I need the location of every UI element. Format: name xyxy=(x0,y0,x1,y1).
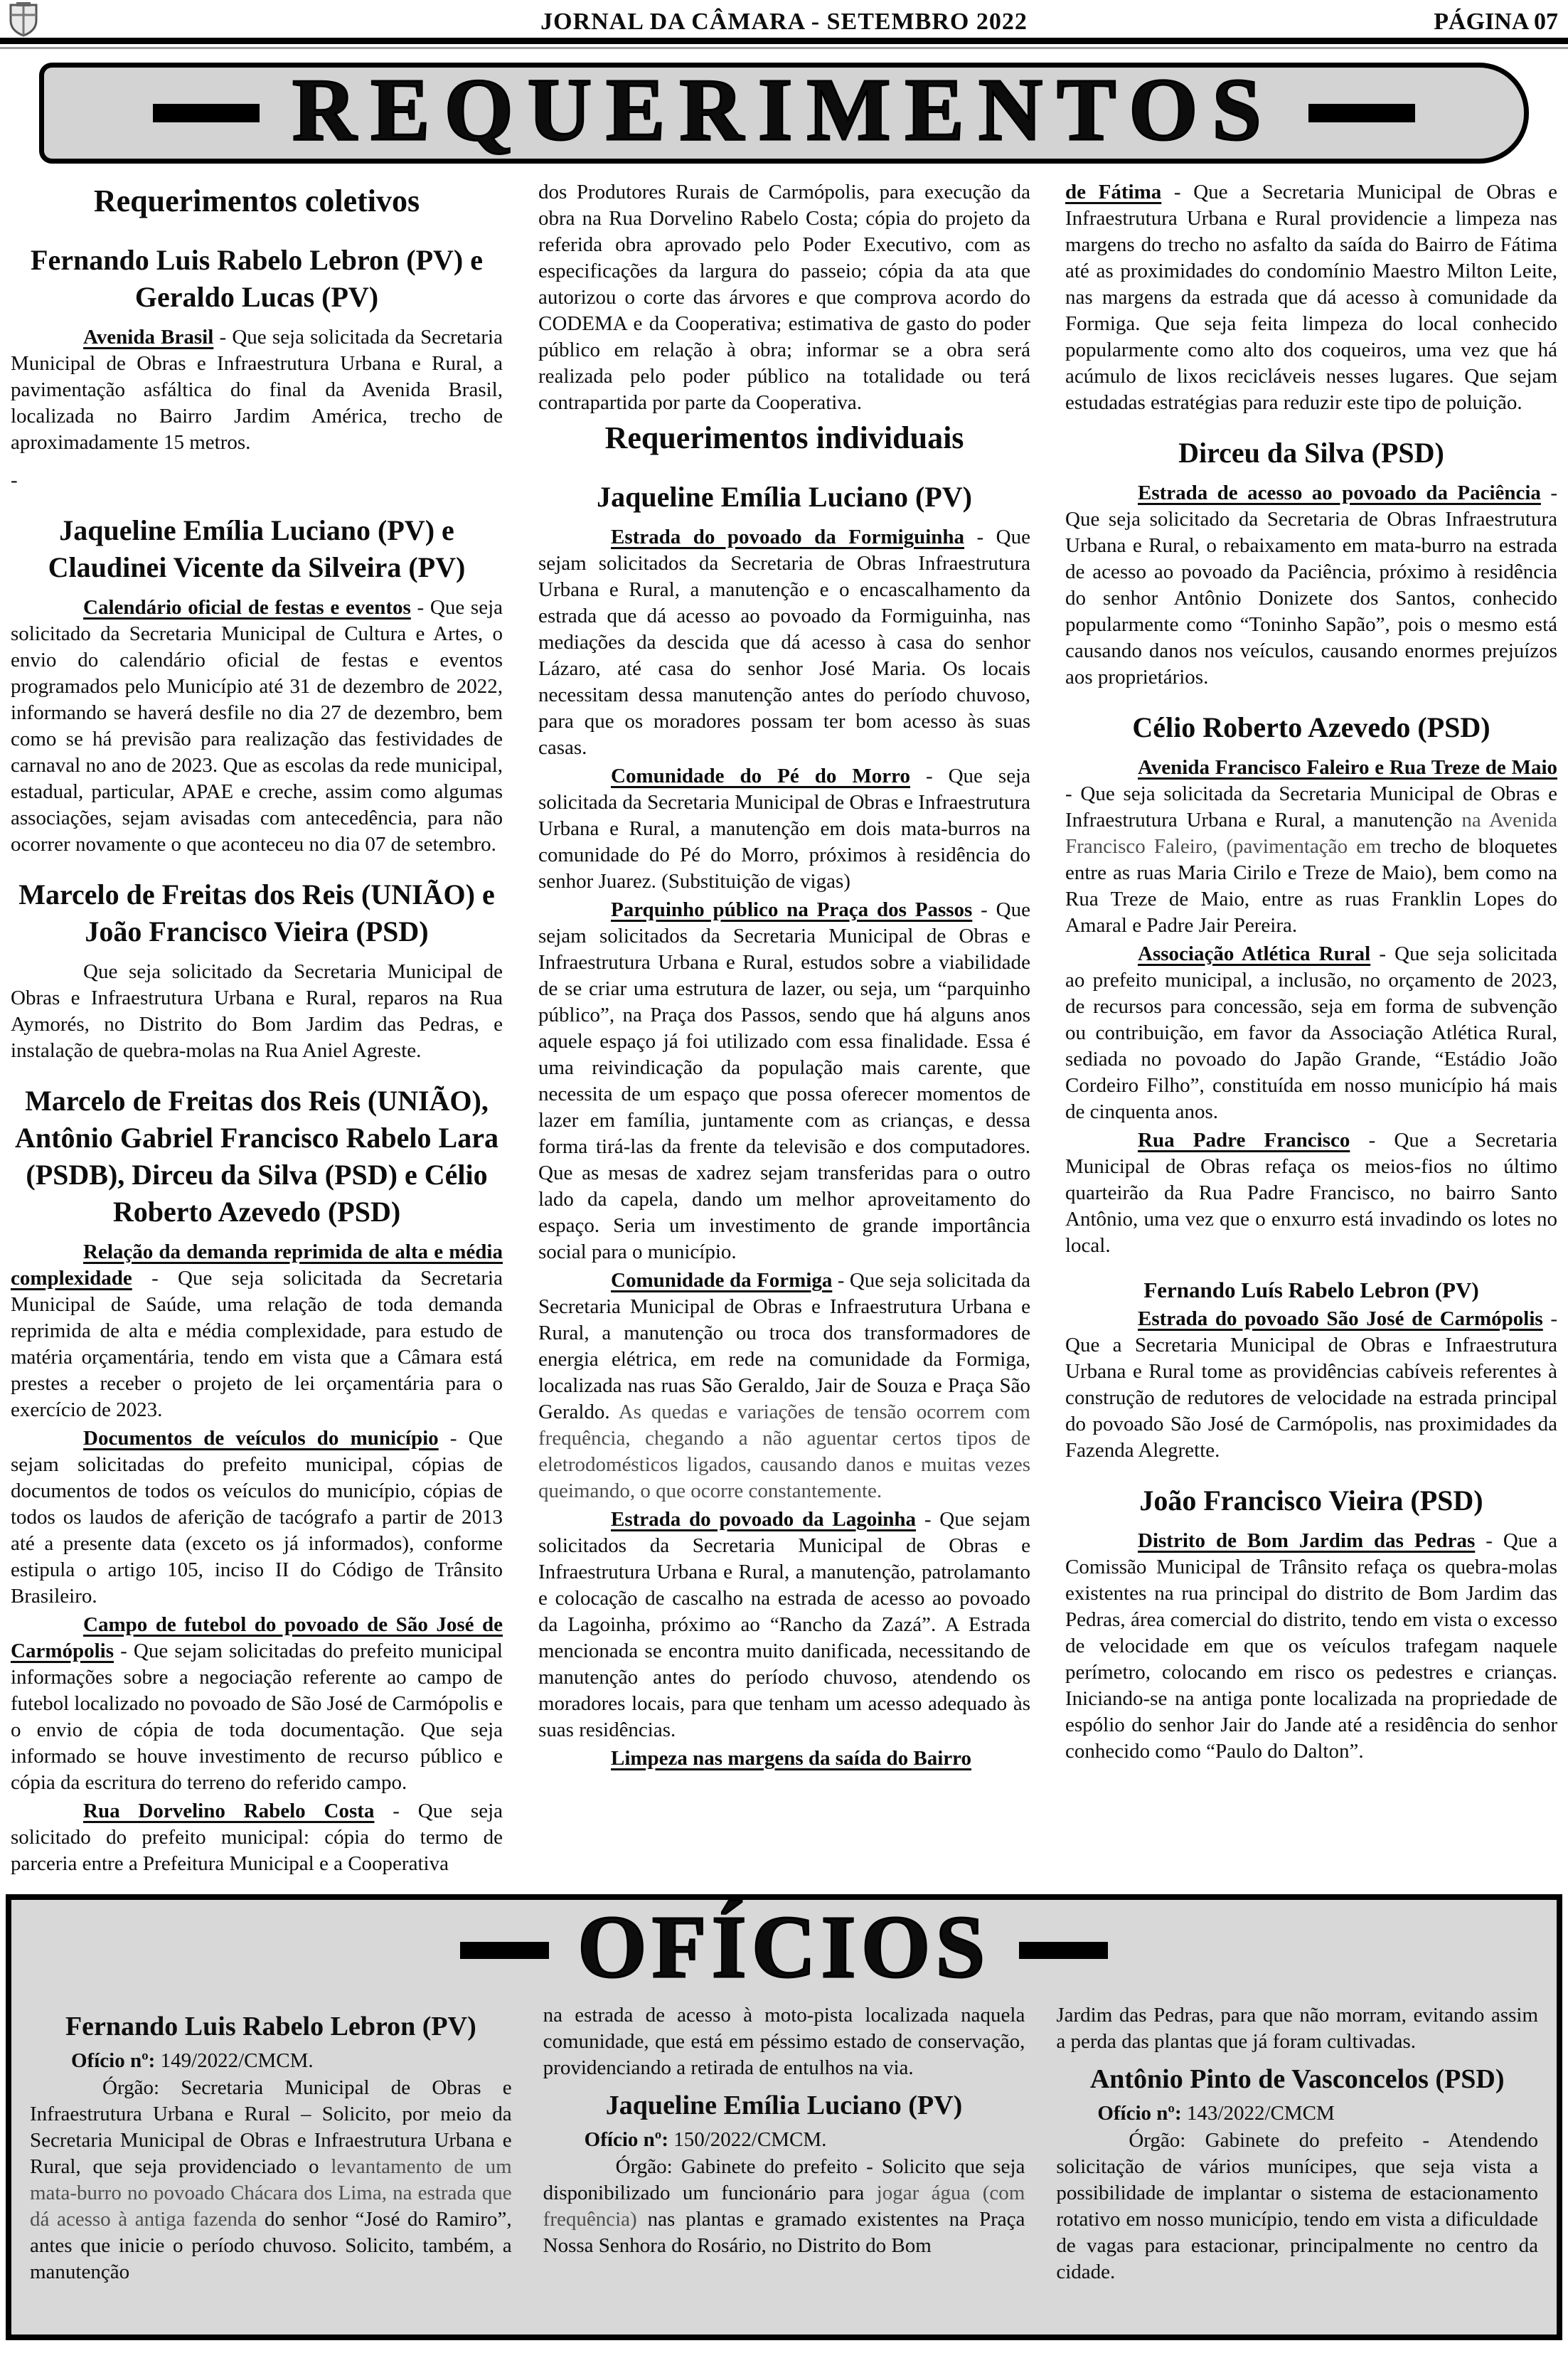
author-name: Jaqueline Emília Luciano (PV) xyxy=(597,481,972,513)
paragraph xyxy=(30,2048,512,2074)
paragraph-lead: Avenida Brasil xyxy=(83,326,214,349)
paragraph-text: - Que seja solicitada da Secretaria Municipal de Obras e Infraestrutura Urbana e Rural, a manutenção em dois mata-burros na comunidade do Pé do Morro, próximos à residência do senhor Juarez. (Substituição de vigas) xyxy=(538,765,1030,893)
paragraph-text: - Que a Comissão Municipal de Trânsito refaça os quebra-molas existentes na rua principal do distrito de Bom Jardim das Pedras, área comercial do distrito, tendo em vista o excesso de velocidade em que os veículos trafegam naquele perímetro, colocando em risco os pedestres e crianças. Iniciando-se na antiga ponte localizada na propriedade de espólio do senhor Jair do Jande até a residência do senhor conhecido como “Paulo do Dalton”. xyxy=(1065,1529,1557,1763)
requerimentos-column-3 xyxy=(1065,179,1557,1881)
author-name: João Francisco Vieira (PSD) xyxy=(1139,1484,1483,1517)
paragraph xyxy=(1065,1528,1557,1765)
paragraph-text: - Que seja solicitado da Secretaria de Obras Infraestrutura Urbana e Rural, o rebaixamento em mata-burro na estrada de acesso ao povoado da Paciência, próximo à residência do senhor Antônio Donizete dos Santos, conhecido popularmente como “Toninho Sapão”, pois o mesmo está causando danos nos veículos, causando enormes prejuízos aos proprietários. xyxy=(1065,482,1557,689)
paragraph-lead: Comunidade do Pé do Morro xyxy=(611,765,910,787)
paragraph-lead: Relação da demanda reprimida de alta e média complexidade xyxy=(11,1241,503,1290)
paragraph-text: Órgão: Gabinete do prefeito - Solicito que seja disponibilizado um funcionário para xyxy=(543,2155,1025,2204)
banner-dash xyxy=(1308,104,1415,122)
paragraph xyxy=(1056,2128,1538,2285)
paragraph xyxy=(1056,2002,1538,2055)
paragraph xyxy=(11,1239,503,1423)
paragraph-lead: Comunidade da Formiga xyxy=(611,1269,833,1292)
page-number: PÁGINA 07 xyxy=(1434,9,1558,35)
requerimentos-banner-title: REQUERIMENTOS xyxy=(292,60,1276,159)
paragraph-text: - Que seja solicitada da Secretaria Municipal de Obras e Infraestrutura Urbana e Rural, a manutenção xyxy=(1065,782,1557,832)
oficios-column-3 xyxy=(1056,2002,1538,2324)
requerimentos-column-2 xyxy=(538,179,1030,1881)
paragraph-text: na Avenida Francisco Faleiro, (pavimentação em xyxy=(1065,809,1557,858)
paragraph-lead: Documentos de veículos do município xyxy=(83,1427,439,1450)
paragraph-text: - Que sejam solicitados da Secretaria Municipal de Obras e Infraestrutura Urbana e Rural, estudos sobre a viabilidade de se criar uma estrutura de lazer, ou seja, um “parquinho público”, na Praça dos Passos, sendo que há alguns anos aquele espaço já foi utilizado com essa finalidade. Essa é uma reivindicação da população mais carente, que necessita de um espaço que possa oferecer momentos de lazer em família, juntamente com as crianças, e dessa forma tirá-las da frente da televisão e dos computadores. Que as mesas de xadrez sejam transferidas para o outro lado da capela, dando um melhor aproveitamento do espaço. Seria um investimento de grande importância social para o município. xyxy=(538,898,1030,1263)
banner-dash xyxy=(1019,1942,1108,1959)
author-name: Dirceu da Silva (PSD) xyxy=(1178,437,1444,469)
paragraph xyxy=(1065,755,1557,939)
author-name: Fernando Luis Rabelo Lebron (PV) xyxy=(65,2012,476,2041)
paragraph xyxy=(11,595,503,858)
paragraph-lead: Avenida Francisco Faleiro e Rua Treze de Maio xyxy=(1138,756,1557,779)
paragraph-lead: Distrito de Bom Jardim das Pedras xyxy=(1138,1529,1476,1552)
oficios-section xyxy=(6,1894,1562,2340)
author-name: Marcelo de Freitas dos Reis (UNIÃO) e João Francisco Vieira (PSD) xyxy=(18,878,495,947)
paragraph-text: - Que seja solicitada da Secretaria Municipal de Obras e Infraestrutura Urbana e Rural, a pavimentação asfáltica do final da Avenida Brasil, localizada no Bairro Jardim América, trecho de aproximadamente 15 metros. xyxy=(11,326,503,454)
paragraph xyxy=(1065,1127,1557,1259)
author-name: Fernando Luis Rabelo Lebron (PV) e Geraldo Lucas (PV) xyxy=(31,244,483,313)
paragraph xyxy=(1065,480,1557,691)
paragraph xyxy=(538,179,1030,416)
paragraph-text: - Que a Secretaria Municipal de Obras e Infraestrutura Urbana e Rural providencie a limpeza nas margens do trecho no asfalto da saída do Bairro de Fátima até as proximidades do condomínio Maestro Milton Leite, nas margens da estrada que dá acesso à comunidade da Formiga. Que seja feita limpeza do local conhecido popularmente como alto dos coqueiros, uma vez que há acúmulo de lixos recicláveis nesses lugares. Que sejam estudadas estratégias para reduzir este tipo de poluição. xyxy=(1065,181,1557,414)
paragraph xyxy=(11,324,503,456)
paragraph xyxy=(538,1746,1030,1772)
masthead-rule xyxy=(0,38,1568,44)
paragraph-lead: Parquinho público na Praça dos Passos xyxy=(611,898,973,921)
paragraph xyxy=(11,1612,503,1796)
paragraph-text: na estrada de acesso à moto-pista localizada naquela comunidade, que está em péssimo estado de conservação, providenciando a retirada de entulhos na via. xyxy=(543,2004,1025,2079)
paragraph-text: Que seja solicitado da Secretaria Municipal de Obras e Infraestrutura Urbana e Rural, reparos na Rua Aymorés, no Distrito do Bom Jardim das Pedras, e instalação de quebra-molas na Rua Aniel Agreste. xyxy=(11,960,503,1062)
paragraph-text: do senhor “José do Ramiro”, antes que inicie o período chuvoso. Solicito, também, a manutenção xyxy=(30,2208,512,2283)
paragraph-text: jogar água (com frequência) xyxy=(543,2182,1025,2231)
stray-dash: - xyxy=(11,469,18,492)
journal-title: JORNAL DA CÂMARA - SETEMBRO 2022 xyxy=(540,9,1028,35)
paragraph-lead: de Fátima xyxy=(1065,181,1162,203)
paragraph xyxy=(11,1798,503,1877)
paragraph-text: Órgão: Secretaria Municipal de Obras e Infraestrutura Urbana e Rural – Solicito, por meio da Secretaria Municipal de Obras e Infraestrutura Urbana e Rural, que seja providenciado o xyxy=(30,2076,512,2178)
paragraph-text: Ofício nº: xyxy=(1097,2102,1182,2125)
paragraph-text: 150/2022/CMCM. xyxy=(668,2128,827,2151)
banner-dash xyxy=(153,104,260,122)
paragraph xyxy=(1065,1306,1557,1464)
paragraph-text: - Que seja solicitado da Secretaria Municipal de Cultura e Artes, o envio do calendário oficial de festas e eventos programados pelo Município até 31 de dezembro de 2022, informando se haverá desfile no dia 27 de dezembro, bem como se há previsão para realização das festividades de carnaval no ano de 2023. Que as escolas da rede municipal, estadual, particular, APAE e creche, assim como algumas associações, sejam avisadas com antecedência, para não ocorrer novamente o que aconteceu no dia 07 de setembro. xyxy=(11,596,503,856)
oficios-banner xyxy=(11,1898,1557,1999)
paragraph-lead: Associação Atlética Rural xyxy=(1138,942,1371,965)
author-name: Jaqueline Emília Luciano (PV) e Claudinei Vicente da Silveira (PV) xyxy=(48,514,466,583)
paragraph-text: - Que sejam solicitadas do prefeito municipal, cópias de documentos de todos os veículos do município, cópias de todos os laudos de aferição de tacógrafo a partir de 2013 até a presente data (exceto os já informados), conforme estipula o artigo 105, inciso II do Código de Trânsito Brasileiro. xyxy=(11,1427,503,1608)
paragraph-text: - Que seja solicitada da Secretaria Municipal de Obras e Infraestrutura Urbana e Rural, a manutenção ou troca dos transformadores de energia elétrica, em rede na comunidade da Formiga, localizada nas ruas São Geraldo, Jair de Souza e Praça São Geraldo. xyxy=(538,1269,1030,1423)
requerimentos-banner xyxy=(39,60,1529,164)
paragraph xyxy=(543,2127,1025,2153)
paragraph-text: Ofício nº: xyxy=(584,2128,668,2151)
paragraph-lead: Campo de futebol do povoado de São José de Carmópolis xyxy=(11,1613,503,1662)
paragraph-lead: Estrada do povoado da Formiguinha xyxy=(611,526,965,548)
paragraph-text: trecho de bloquetes entre as ruas Maria Cirilo e Treze de Maio), bem como na Rua Treze de Maio, entre as ruas Franklin Lopes do Amaral e Padre Jair Pereira. xyxy=(1065,835,1557,937)
author-name: Jaqueline Emília Luciano (PV) xyxy=(605,2091,963,2120)
paragraph-text: - Que sejam solicitadas do prefeito municipal informações sobre a negociação referente ao campo de futebol localizado no povoado de São José de Carmópolis e o envio de cópia de toda documentação. Que seja informado se houve investimento de recurso público e cópia da escritura do terreno do referido campo. xyxy=(11,1640,503,1794)
paragraph-lead: Estrada do povoado da Lagoinha xyxy=(611,1508,917,1531)
paragraph-text: - Que sejam solicitados da Secretaria Municipal de Obras e Infraestrutura Urbana e Rural, a manutenção, patrolamanto e colocação de cascalho na estrada de acesso ao povoado da Lagoinha, próximo ao “Rancho da Zazá”. A Estrada mencionada se encontra muito danificada, necessitando de manutenção antes do período chuvoso, atendendo os moradores locais, para que tenham um acesso adequado às suas residências. xyxy=(538,1508,1030,1741)
paragraph-text: - Que seja solicitado do prefeito municipal: cópia do termo de parceria entre a Prefeitura Municipal e a Cooperativa xyxy=(11,1800,503,1875)
paragraph xyxy=(538,897,1030,1265)
paragraph-text: levantamento de um mata-burro no povoado Chácara dos Lima, na estrada que dá acesso à antiga fazenda xyxy=(30,2155,512,2231)
paragraph-text: - Que a Secretaria Municipal de Obras refaça os meios-fios no último quarteirão da Rua Padre Francisco, no bairro Santo Antônio, uma vez que o enxurro está invadindo os lotes no local. xyxy=(1065,1129,1557,1257)
oficios-column-2 xyxy=(543,2002,1025,2324)
author-name: Marcelo de Freitas dos Reis (UNIÃO), Antônio Gabriel Francisco Rabelo Lara (PSDB), Dirceu da Silva (PSD) e Célio Roberto Azevedo (PSD) xyxy=(15,1085,498,1228)
paragraph-text: - Que seja solicitada ao prefeito municipal, a inclusão, no orçamento de 2023, de recursos para concessão, seja em forma de subvenção ou contribuição, em favor da Associação Atlética Rural, sediada no povoado do Japão Grande, “Estádio João Cordeiro Filho”, constituída em nosso município há mais de cinquenta anos. xyxy=(1065,942,1557,1123)
paragraph-lead: Estrada do povoado São José de Carmópolis xyxy=(1138,1307,1543,1330)
paragraph-lead: Estrada de acesso ao povoado da Paciência xyxy=(1138,482,1541,504)
paragraph xyxy=(11,959,503,1064)
paragraph xyxy=(538,1507,1030,1743)
paragraph-lead: Calendário oficial de festas e eventos xyxy=(83,596,411,619)
author-name: Antônio Pinto de Vasconcelos (PSD) xyxy=(1089,2064,1505,2094)
oficios-columns xyxy=(11,1999,1557,2324)
paragraph-text: - Que sejam solicitados da Secretaria de Obras Infraestrutura Urbana e Rural, a manutenção e o encascalhamento da estrada que dá acesso ao povoado da Formiguinha, nas mediações da descida que dá acesso à casa do senhor Lázaro, até casa do senhor José Maria. Os locais necessitam dessa manutenção antes do período chuvoso, para que os moradores possam ter bom acesso às suas casas. xyxy=(538,526,1030,759)
paragraph-text: - Que a Secretaria Municipal de Obras e Infraestrutura Urbana e Rural tome as providências cabíveis referentes à construção de redutores de velocidade na estrada principal do povoado São José de Carmópolis, nas proximidades da Fazenda Alegrette. xyxy=(1065,1307,1557,1462)
paragraph xyxy=(543,2002,1025,2081)
paragraph-text: Órgão: Gabinete do prefeito - Atendendo solicitação de vários munícipes, que seja vista a possibilidade de implantar o sistema de estacionamento rotativo em nosso município, tendo em vista a dificuldade de vagas para estacionar, principalmente no centro da cidade. xyxy=(1056,2129,1539,2283)
paragraph-text: Jardim das Pedras, para que não morram, evitando assim a perda das plantas que já foram cultivadas. xyxy=(1056,2004,1539,2053)
paragraph-text: - Que seja solicitada da Secretaria Municipal de Saúde, uma relação de toda demanda reprimida de alta e média complexidade, para estudo de matéria orçamentária, tendo em vista que a Câmara está prestes a receber o projeto de lei orçamentária para o exercício de 2023. xyxy=(11,1267,503,1421)
paragraph-text: Ofício nº: xyxy=(71,2049,156,2072)
paragraph xyxy=(538,1268,1030,1504)
paragraph-text: 149/2022/CMCM. xyxy=(155,2049,314,2072)
oficios-column-1 xyxy=(30,2002,512,2324)
masthead-rule-shadow xyxy=(0,47,1568,49)
masthead xyxy=(0,0,1568,57)
paragraph xyxy=(11,1425,503,1610)
paragraph xyxy=(1056,2100,1538,2127)
paragraph xyxy=(538,524,1030,761)
author-name: Célio Roberto Azevedo (PSD) xyxy=(1132,711,1490,743)
paragraph-text: As quedas e variações de tensão ocorrem com frequência, chegando a não aguentar certos tipos de eletrodomésticos ligados, causando danos e muitas vezes queimando, o que ocorre constantemente. xyxy=(538,1401,1030,1502)
section-heading: Requerimentos individuais xyxy=(604,420,964,455)
paragraph-text: dos Produtores Rurais de Carmópolis, para execução da obra na Rua Dorvelino Rabelo Costa; cópia do projeto da referida obra aprovado pelo Poder Executivo, com as especificações da largura do passeio; cópia da ata que autorizou o corte das árvores e que comprova acordo do CODEMA e da Cooperativa; estimativa de gasto do poder público em relação à obra; informar se a obra será realizada pelo poder público na totalidade ou terá contrapartida por parte da Cooperativa. xyxy=(538,181,1030,414)
banner-dash xyxy=(460,1942,549,1959)
paragraph xyxy=(1065,941,1557,1125)
paragraph-text: 143/2022/CMCM xyxy=(1181,2102,1335,2125)
oficios-banner-title: OFÍCIOS xyxy=(577,1898,991,1997)
paragraph-lead: Rua Dorvelino Rabelo Costa xyxy=(83,1800,375,1822)
paragraph xyxy=(543,2154,1025,2259)
paragraph xyxy=(538,763,1030,895)
author-name: Fernando Luís Rabelo Lebron (PV) xyxy=(1143,1278,1479,1302)
requerimentos-column-1 xyxy=(11,179,503,1881)
paragraph xyxy=(30,2075,512,2285)
paragraph-lead: Rua Padre Francisco xyxy=(1138,1129,1350,1152)
paragraph xyxy=(1065,179,1557,416)
paragraph-lead: Limpeza nas margens da saída do Bairro xyxy=(611,1747,972,1770)
paragraph-text: nas plantas e gramado existentes na Praça Nossa Senhora do Rosário, no Distrito do Bom xyxy=(543,2208,1025,2257)
section-heading: Requerimentos coletivos xyxy=(93,184,420,218)
